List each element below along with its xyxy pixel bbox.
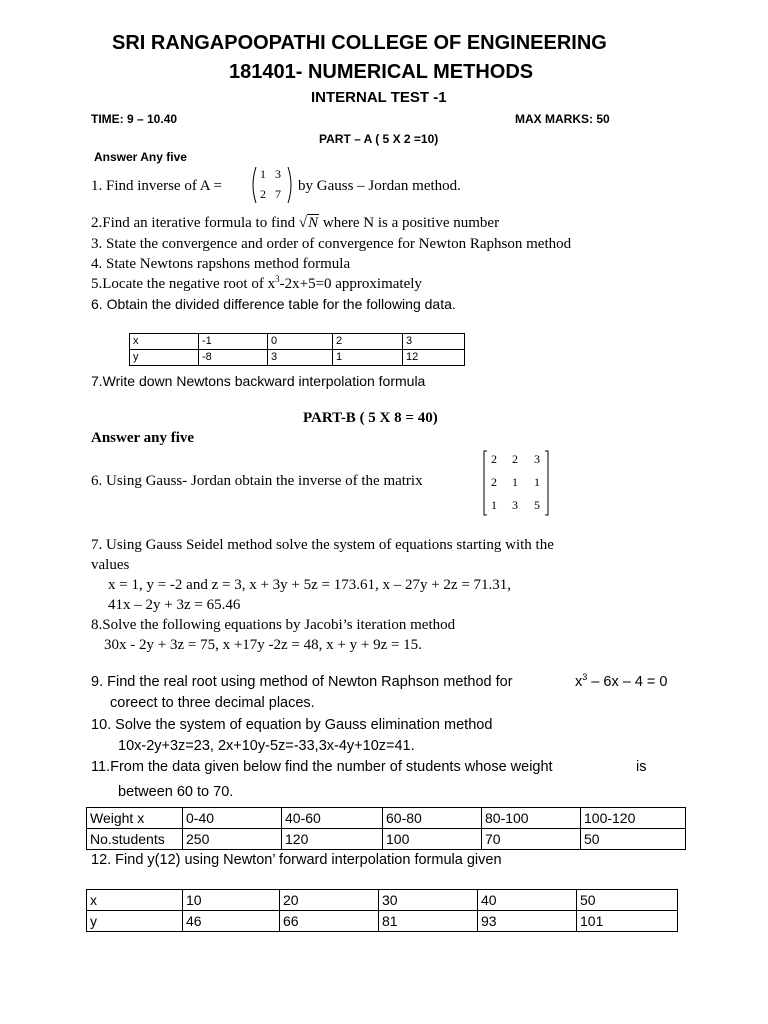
matrix-b-cell: 2 <box>512 452 518 466</box>
table-row <box>130 334 465 350</box>
question-a4: 4. State Newtons rapshons method formula <box>91 256 351 272</box>
matrix-b-cell: 5 <box>534 498 540 512</box>
matrix-b-cell: 3 <box>512 498 518 512</box>
question-b8-line1: 8.Solve the following equations by Jacobi’s iteration method <box>91 617 456 633</box>
table-cell: Weight x <box>87 808 183 829</box>
question-a5-text: 5.Locate the negative root of x <box>91 276 276 292</box>
question-a7: 7.Write down Newtons backward interpolation formula <box>91 373 426 389</box>
table-cell: 3 <box>403 334 465 350</box>
table-cell: 40 <box>478 890 577 911</box>
question-b12: 12. Find y(12) using Newton’ forward interpolation formula given <box>91 852 502 868</box>
table-cell: 40-60 <box>282 808 383 829</box>
table-cell: 50 <box>581 829 686 850</box>
weight-table <box>86 807 686 850</box>
table-row <box>87 808 686 829</box>
table-cell: 12 <box>403 350 465 366</box>
test-title: INTERNAL TEST -1 <box>311 89 447 106</box>
table-row <box>87 911 678 932</box>
table-cell: 20 <box>280 890 379 911</box>
table-row <box>87 829 686 850</box>
question-b11-line2: between 60 to 70. <box>118 784 234 800</box>
table-cell: 46 <box>183 911 280 932</box>
exponent: 3 <box>582 672 588 683</box>
table-cell: 80-100 <box>482 808 581 829</box>
matrix-b-cell: 3 <box>534 452 540 466</box>
matrix-a-cell: 1 <box>260 167 266 181</box>
equation-rest: – 6x – 4 = 0 <box>587 674 668 690</box>
table-cell: 30 <box>379 890 478 911</box>
part-b-instruction: Answer any five <box>91 430 195 446</box>
sqrt-radicand: N <box>308 215 319 231</box>
question-b10-line2: 10x-2y+3z=23, 2x+10y-5z=-33,3x-4y+10z=41. <box>118 738 415 754</box>
question-a1-suffix: by Gauss – Jordan method. <box>298 178 461 194</box>
question-b9-line2: coreect to three decimal places. <box>110 695 315 711</box>
table-cell: 101 <box>577 911 678 932</box>
question-a2 <box>91 215 499 232</box>
matrix-b-cell: 1 <box>512 475 518 489</box>
table-cell: No.students <box>87 829 183 850</box>
question-a2-text: 2.Find an iterative formula to find <box>91 215 296 231</box>
table-cell: 50 <box>577 890 678 911</box>
course-title: 181401- NUMERICAL METHODS <box>229 61 534 83</box>
question-b9-line1: 9. Find the real root using method of Newton Raphson method for <box>91 674 513 690</box>
table-cell: 0 <box>268 334 333 350</box>
question-b11-is: is <box>636 759 647 775</box>
table-cell: 70 <box>482 829 581 850</box>
table-cell: y <box>130 350 199 366</box>
question-a3: 3. State the convergence and order of convergence for Newton Raphson method <box>91 236 572 252</box>
table-cell: x <box>87 890 183 911</box>
table-cell: y <box>87 911 183 932</box>
exponent: 3 <box>275 274 280 284</box>
question-a2-suffix: where N is a positive number <box>322 215 500 231</box>
table-cell: 10 <box>183 890 280 911</box>
question-b7-line1: 7. Using Gauss Seidel method solve the system of equations starting with the <box>91 537 554 553</box>
table-row <box>130 350 465 366</box>
table-cell: 120 <box>282 829 383 850</box>
question-b8-line2: 30x - 2y + 3z = 75, x +17y -2z = 48, x + y + 9z = 15. <box>104 637 422 653</box>
table-cell: 250 <box>183 829 282 850</box>
interpolation-table <box>86 889 678 932</box>
table-cell: 2 <box>333 334 403 350</box>
equation-variable: x <box>575 674 583 690</box>
matrix-a-cell: 7 <box>275 187 281 201</box>
matrix-b-cell: 1 <box>491 498 497 512</box>
matrix-b-cell: 2 <box>491 475 497 489</box>
max-marks: MAX MARKS: 50 <box>515 112 610 126</box>
question-a5-suffix: -2x+5=0 approximately <box>279 276 422 292</box>
table-cell: -8 <box>199 350 268 366</box>
matrix-b-cell: 2 <box>491 452 497 466</box>
matrix-a-cell: 3 <box>275 167 281 181</box>
question-b9-equation <box>575 674 667 690</box>
matrix-b-cell: 1 <box>534 475 540 489</box>
question-b7-line3: x = 1, y = -2 and z = 3, x + 3y + 5z = 173.61, x – 27y + 2z = 71.31, <box>108 577 512 593</box>
part-a-instruction: Answer Any five <box>94 150 187 164</box>
table-cell: 3 <box>268 350 333 366</box>
table-cell: 81 <box>379 911 478 932</box>
table-cell: 100 <box>383 829 482 850</box>
matrix-a <box>250 165 294 205</box>
divided-difference-table <box>129 333 465 366</box>
matrix-a-cell: 2 <box>260 187 266 201</box>
question-a6: 6. Obtain the divided difference table for the following data. <box>91 296 456 312</box>
table-cell: 60-80 <box>383 808 482 829</box>
table-cell: 1 <box>333 350 403 366</box>
question-a1-text: 1. Find inverse of A = <box>91 178 222 194</box>
question-a5 <box>91 276 422 293</box>
table-cell: 66 <box>280 911 379 932</box>
college-name: SRI RANGAPOOPATHI COLLEGE OF ENGINEERING <box>112 32 607 54</box>
table-cell: 100-120 <box>581 808 686 829</box>
table-cell: x <box>130 334 199 350</box>
question-b7-line2: values <box>91 557 130 573</box>
question-b6: 6. Using Gauss- Jordan obtain the inverse of the matrix <box>91 473 423 489</box>
part-b-title: PART-B ( 5 X 8 = 40) <box>303 410 438 426</box>
table-cell: 0-40 <box>183 808 282 829</box>
sqrt-symbol: √N <box>298 215 319 231</box>
part-a-title: PART – A ( 5 X 2 =10) <box>319 132 439 146</box>
table-cell: 93 <box>478 911 577 932</box>
question-b11-line1: 11.From the data given below find the number of students whose weight <box>91 759 553 775</box>
table-row <box>87 890 678 911</box>
exam-time: TIME: 9 – 10.40 <box>91 112 178 126</box>
question-b10-line1: 10. Solve the system of equation by Gauss elimination method <box>91 717 493 733</box>
question-b7-line4: 41x – 2y + 3z = 65.46 <box>108 597 241 613</box>
table-cell: -1 <box>199 334 268 350</box>
matrix-a-brackets <box>250 165 294 205</box>
matrix-b <box>482 449 550 517</box>
